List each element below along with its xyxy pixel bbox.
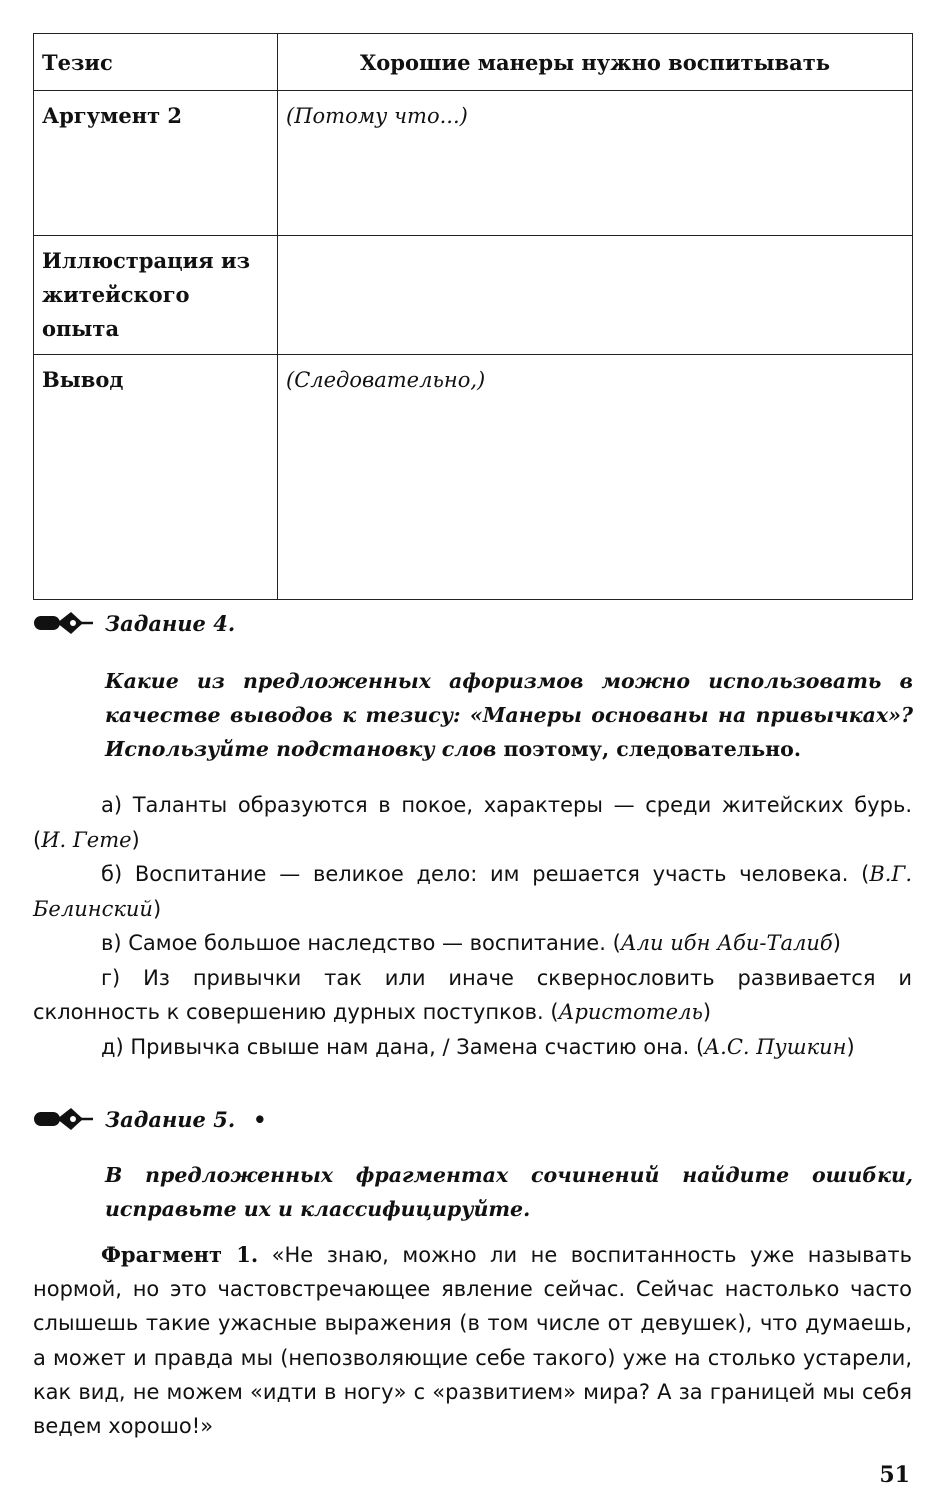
answer-end: ) (846, 1034, 855, 1059)
task5-bullet: • (253, 1106, 267, 1132)
answer-end: ) (152, 896, 162, 921)
row-value-illustration (278, 236, 913, 355)
fragment-text: «Не знаю, можно ли не воспитанность уже называть нормой, но это частовстречающее явление сейчас. Сейчас настолько часто слышешь такие ужасные выражения (в том числе от девушек), что думаешь, а может и правда мы (непозволяющие себе такого) уже на столько устарели, как вид, не можем «идти в ногу» с «развитием» мира? А за границей мы себя ведем хорошо!» (33, 1243, 912, 1439)
answer-text: а) Таланты образуются в покое, характеры — среди житейских бурь. ( (33, 793, 912, 852)
row-label-argument: Аргумент 2 (34, 91, 278, 236)
fragment-paragraph (33, 1238, 912, 1443)
task4-question (105, 664, 913, 766)
answer-author: Аристотель (558, 1000, 703, 1024)
task5-question: В предложенных фрагментах сочинений найдите ошибки, исправьте их и классифицируйте. (105, 1163, 913, 1221)
table-header-row (34, 34, 913, 91)
answer-item (33, 788, 912, 857)
answer-item (33, 926, 912, 961)
task4-heading (33, 608, 235, 638)
answer-text: б) Воспитание — великое дело: им решается участь человека. ( (101, 862, 870, 886)
header-thesis-value: Хорошие манеры нужно воспитывать (278, 34, 913, 91)
row-value-conclusion: (Следовательно,) (278, 355, 913, 600)
task5-title: Задание 5. (105, 1106, 236, 1132)
row-value-argument: (Потому что...) (278, 91, 913, 236)
header-thesis-label: Тезис (34, 34, 278, 91)
task4-question-plain: поэтому, следовательно. (503, 737, 801, 761)
fragment-1 (33, 1238, 912, 1443)
answer-author: А.С. Пушкин (704, 1034, 847, 1059)
answer-end: ) (702, 1000, 712, 1024)
row-label-conclusion: Вывод (34, 355, 278, 600)
task4-answers (33, 788, 912, 1064)
pen-nib-icon (33, 608, 95, 638)
task4-title: Задание 4. (105, 610, 236, 636)
answer-item (33, 961, 912, 1030)
task5-heading (33, 1104, 267, 1134)
table-row (34, 236, 913, 355)
answer-item (33, 1030, 912, 1065)
answer-end: ) (131, 827, 140, 852)
row-label-illustration: Иллюстрация из житейского опыта (34, 236, 278, 355)
fragment-label: Фрагмент 1. (101, 1242, 259, 1267)
pen-nib-icon (33, 1104, 95, 1134)
answer-text: г) Из привычки так или иначе сквернословить развивается и склонность к совершению дурных поступков. ( (33, 965, 912, 1024)
answer-author: И. Гете (41, 827, 132, 852)
answer-item (33, 857, 912, 926)
task4-question-italic: Какие из предложенных афоризмов можно использовать в качестве выводов к тезису: «Манеры основаны на привычках»? Используйте подстановку слов (105, 669, 913, 761)
answer-text: д) Привычка свыше нам дана, / Замена счастию она. ( (101, 1034, 705, 1059)
answer-text: в) Самое большое наследство — воспитание. ( (101, 931, 621, 955)
table-row (34, 91, 913, 236)
thesis-table (33, 33, 913, 600)
page-number: 51 (879, 1462, 910, 1488)
table-row (34, 355, 913, 600)
answer-author: В.Г. Белинский (33, 862, 912, 921)
answer-author: Али ибн Аби-Талиб (620, 931, 833, 955)
answer-end: ) (832, 931, 841, 955)
